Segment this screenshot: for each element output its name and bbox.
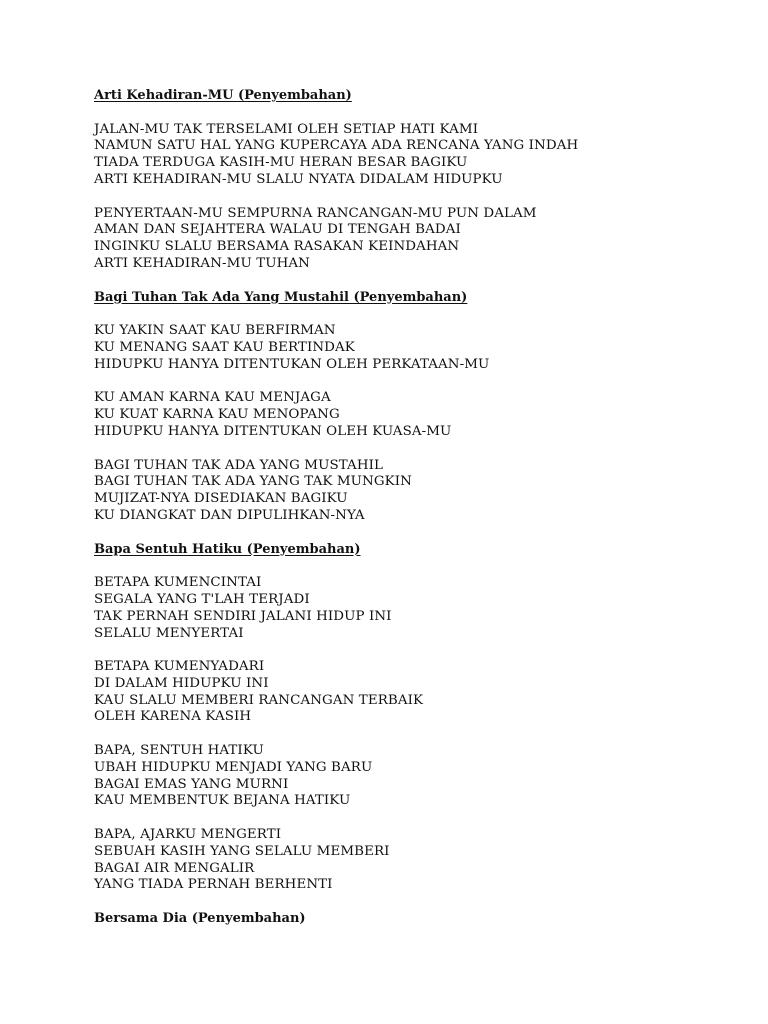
lyric-line: BAPA, SENTUH HATIKU bbox=[94, 743, 264, 759]
song-title: Bapa Sentuh Hatiku (Penyembahan) bbox=[94, 541, 361, 557]
lyric-line: KAU MEMBENTUK BEJANA HATIKU bbox=[94, 793, 351, 809]
lyric-line: OLEH KARENA KASIH bbox=[94, 709, 252, 725]
song-title: Arti Kehadiran-MU (Penyembahan) bbox=[94, 88, 352, 103]
lyric-line: HIDUPKU HANYA DITENTUKAN OLEH PERKATAAN-MU bbox=[94, 356, 490, 372]
lyric-line: SELALU MENYERTAI bbox=[94, 625, 244, 641]
lyrics-stanza bbox=[94, 390, 714, 440]
lyrics-stanza bbox=[94, 122, 714, 189]
lyric-line: KAU SLALU MEMBERI RANCANGAN TERBAIK bbox=[94, 692, 424, 708]
lyric-line: YANG TIADA PERNAH BERHENTI bbox=[94, 877, 333, 893]
lyric-line: KU KUAT KARNA KAU MENOPANG bbox=[94, 407, 340, 423]
lyric-line: ARTI KEHADIRAN-MU TUHAN bbox=[94, 255, 310, 271]
lyrics-stanza bbox=[94, 206, 714, 273]
lyric-line: BAGI TUHAN TAK ADA YANG MUSTAHIL bbox=[94, 457, 383, 473]
lyrics-content bbox=[94, 88, 714, 945]
lyrics-stanza bbox=[94, 458, 714, 525]
lyric-line: PENYERTAAN-MU SEMPURNA RANCANGAN-MU PUN DALAM bbox=[94, 205, 537, 221]
lyric-line: NAMUN SATU HAL YANG KUPERCAYA ADA RENCANA YANG INDAH bbox=[94, 138, 579, 154]
lyric-line: MUJIZAT-NYA DISEDIAKAN BAGIKU bbox=[94, 491, 348, 507]
lyric-line: ARTI KEHADIRAN-MU SLALU NYATA DIDALAM HIDUPKU bbox=[94, 171, 503, 187]
lyric-line: KU AMAN KARNA KAU MENJAGA bbox=[94, 390, 331, 406]
song-section bbox=[94, 542, 714, 895]
lyric-line: SEGALA YANG T'LAH TERJADI bbox=[94, 591, 310, 607]
lyric-line: BAGI TUHAN TAK ADA YANG TAK MUNGKIN bbox=[94, 474, 412, 490]
lyric-line: KU DIANGKAT DAN DIPULIHKAN-NYA bbox=[94, 507, 365, 523]
lyric-line: KU MENANG SAAT KAU BERTINDAK bbox=[94, 339, 355, 355]
lyrics-stanza bbox=[94, 659, 714, 726]
song-title: Bagi Tuhan Tak Ada Yang Mustahil (Penyembahan) bbox=[94, 289, 468, 305]
lyric-line: SEBUAH KASIH YANG SELALU MEMBERI bbox=[94, 843, 390, 859]
lyrics-stanza bbox=[94, 743, 714, 810]
lyrics-stanza bbox=[94, 323, 714, 373]
lyric-line: TAK PERNAH SENDIRI JALANI HIDUP INI bbox=[94, 608, 392, 624]
lyric-line: HIDUPKU HANYA DITENTUKAN OLEH KUASA-MU bbox=[94, 423, 452, 439]
lyric-line: JALAN-MU TAK TERSELAMI OLEH SETIAP HATI KAMI bbox=[94, 121, 479, 137]
lyrics-stanza bbox=[94, 827, 714, 894]
song-section bbox=[94, 88, 714, 273]
lyric-line: BAGAI AIR MENGALIR bbox=[94, 860, 255, 876]
lyric-line: BETAPA KUMENYADARI bbox=[94, 659, 265, 675]
lyric-line: INGINKU SLALU BERSAMA RASAKAN KEINDAHAN bbox=[94, 239, 460, 255]
lyric-line: DI DALAM HIDUPKU INI bbox=[94, 675, 269, 691]
lyric-line: TIADA TERDUGA KASIH-MU HERAN BESAR BAGIKU bbox=[94, 155, 468, 171]
lyric-line: KU YAKIN SAAT KAU BERFIRMAN bbox=[94, 323, 336, 339]
song-section bbox=[94, 911, 714, 928]
lyric-line: UBAH HIDUPKU MENJADI YANG BARU bbox=[94, 759, 373, 775]
song-title: Bersama Dia (Penyembahan) bbox=[94, 911, 306, 927]
song-section bbox=[94, 290, 714, 525]
lyric-line: BAPA, AJARKU MENGERTI bbox=[94, 827, 282, 843]
lyric-line: AMAN DAN SEJAHTERA WALAU DI TENGAH BADAI bbox=[94, 222, 461, 238]
lyrics-stanza bbox=[94, 575, 714, 642]
lyric-line: BAGAI EMAS YANG MURNI bbox=[94, 776, 289, 792]
lyric-line: BETAPA KUMENCINTAI bbox=[94, 575, 262, 591]
